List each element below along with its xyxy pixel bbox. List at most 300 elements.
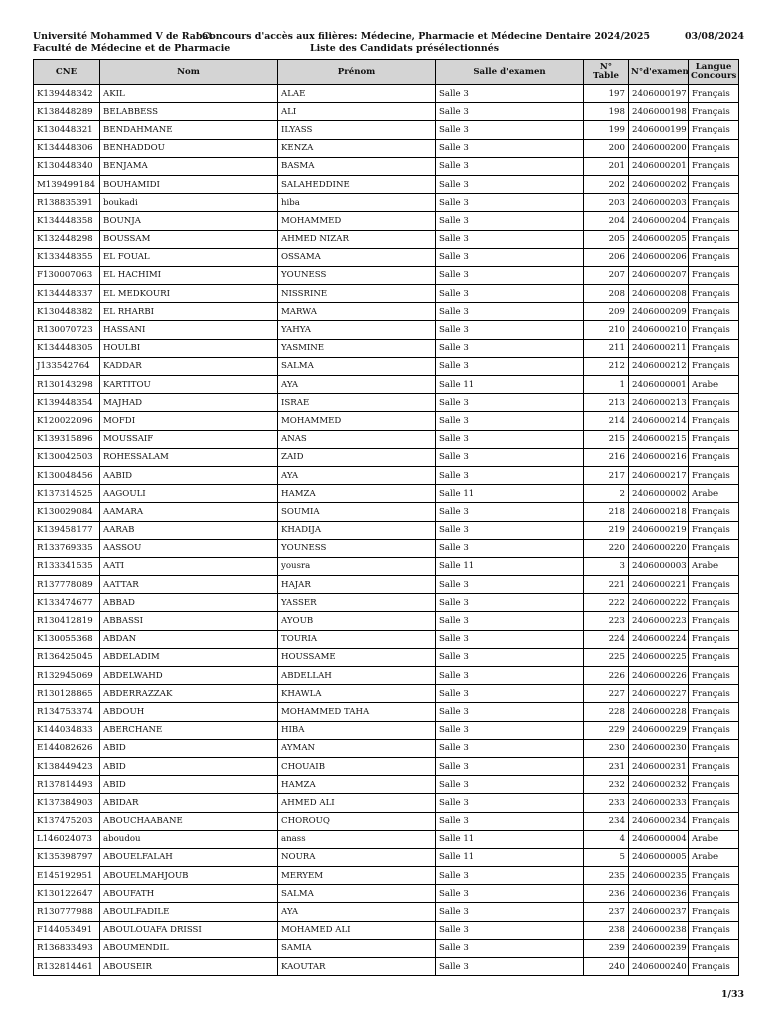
university-name: Université Mohammed V de Rabat <box>33 31 213 42</box>
cell-nom: ABOULOUAFA DRISSI <box>100 921 278 939</box>
cell-salle: Salle 3 <box>436 285 584 303</box>
cell-cne: K130448340 <box>34 157 100 175</box>
cell-langue: Français <box>689 667 739 685</box>
cell-langue: Français <box>689 594 739 612</box>
cell-examen: 2406000221 <box>629 576 689 594</box>
cell-salle: Salle 11 <box>436 557 584 575</box>
cell-table: 208 <box>584 285 629 303</box>
cell-nom: AAMARA <box>100 503 278 521</box>
cell-cne: R132945069 <box>34 667 100 685</box>
table-row <box>34 812 739 830</box>
table-row <box>34 594 739 612</box>
cell-examen: 2406000001 <box>629 376 689 394</box>
cell-salle: Salle 3 <box>436 448 584 466</box>
institution-header <box>33 31 230 55</box>
cell-cne: K135398797 <box>34 848 100 866</box>
cell-examen: 2406000201 <box>629 157 689 175</box>
table-row <box>34 85 739 103</box>
cell-langue: Français <box>689 885 739 903</box>
cell-prenom: YOUNESS <box>278 266 436 284</box>
cell-prenom: SALAHEDDINE <box>278 175 436 193</box>
cell-table: 5 <box>584 848 629 866</box>
cell-prenom: AYA <box>278 376 436 394</box>
table-row <box>34 939 739 957</box>
table-row <box>34 266 739 284</box>
cell-examen: 2406000208 <box>629 285 689 303</box>
table-row <box>34 466 739 484</box>
cell-prenom: OSSAMA <box>278 248 436 266</box>
cell-nom: aboudou <box>100 830 278 848</box>
table-row <box>34 612 739 630</box>
table-row <box>34 503 739 521</box>
cell-nom: AKIL <box>100 85 278 103</box>
cell-nom: ABERCHANE <box>100 721 278 739</box>
cell-cne: R130412819 <box>34 612 100 630</box>
cell-examen: 2406000206 <box>629 248 689 266</box>
cell-prenom: AYA <box>278 466 436 484</box>
cell-examen: 2406000002 <box>629 485 689 503</box>
cell-table: 221 <box>584 576 629 594</box>
cell-table: 223 <box>584 612 629 630</box>
cell-langue: Arabe <box>689 376 739 394</box>
cell-table: 206 <box>584 248 629 266</box>
cell-cne: R130070723 <box>34 321 100 339</box>
document-title <box>202 31 650 55</box>
cell-salle: Salle 3 <box>436 867 584 885</box>
cell-prenom: AHMED ALI <box>278 794 436 812</box>
table-row <box>34 139 739 157</box>
cell-prenom: HAMZA <box>278 776 436 794</box>
cell-examen: 2406000224 <box>629 630 689 648</box>
cell-salle: Salle 3 <box>436 539 584 557</box>
cell-nom: boukadi <box>100 194 278 212</box>
cell-nom: HOULBI <box>100 339 278 357</box>
document-date: 03/08/2024 <box>684 31 744 42</box>
cell-table: 204 <box>584 212 629 230</box>
cell-salle: Salle 3 <box>436 812 584 830</box>
cell-nom: ABOUMENDIL <box>100 939 278 957</box>
cell-nom: EL HACHIMI <box>100 266 278 284</box>
cell-prenom: SALMA <box>278 357 436 375</box>
cell-salle: Salle 3 <box>436 939 584 957</box>
cell-nom: ABIDAR <box>100 794 278 812</box>
cell-cne: K134448358 <box>34 212 100 230</box>
cell-examen: 2406000234 <box>629 812 689 830</box>
cell-langue: Français <box>689 794 739 812</box>
cell-langue: Français <box>689 248 739 266</box>
cell-prenom: HIBA <box>278 721 436 739</box>
table-row <box>34 321 739 339</box>
cell-table: 220 <box>584 539 629 557</box>
cell-salle: Salle 3 <box>436 139 584 157</box>
cell-prenom: ALI <box>278 103 436 121</box>
cell-salle: Salle 3 <box>436 303 584 321</box>
table-row <box>34 212 739 230</box>
cell-examen: 2406000239 <box>629 939 689 957</box>
column-header-examen: N°d'examen <box>629 60 689 85</box>
cell-table: 231 <box>584 757 629 775</box>
cell-cne: K134448306 <box>34 139 100 157</box>
cell-table: 226 <box>584 667 629 685</box>
cell-langue: Français <box>689 958 739 976</box>
cell-langue: Français <box>689 939 739 957</box>
cell-salle: Salle 3 <box>436 412 584 430</box>
cell-nom: BENDAHMANE <box>100 121 278 139</box>
cell-cne: K134448337 <box>34 285 100 303</box>
cell-langue: Français <box>689 903 739 921</box>
table-row <box>34 667 739 685</box>
table-row <box>34 485 739 503</box>
table-row <box>34 958 739 976</box>
cell-salle: Salle 3 <box>436 885 584 903</box>
cell-table: 202 <box>584 175 629 193</box>
table-row <box>34 248 739 266</box>
cell-prenom: TOURIA <box>278 630 436 648</box>
table-row <box>34 776 739 794</box>
cell-examen: 2406000211 <box>629 339 689 357</box>
cell-table: 234 <box>584 812 629 830</box>
cell-examen: 2406000204 <box>629 212 689 230</box>
cell-nom: ABOUFATH <box>100 885 278 903</box>
cell-langue: Français <box>689 212 739 230</box>
cell-prenom: AYMAN <box>278 739 436 757</box>
cell-cne: R130143298 <box>34 376 100 394</box>
cell-cne: F144053491 <box>34 921 100 939</box>
cell-prenom: YASMINE <box>278 339 436 357</box>
cell-salle: Salle 3 <box>436 357 584 375</box>
table-row <box>34 830 739 848</box>
cell-langue: Français <box>689 357 739 375</box>
cell-prenom: hiba <box>278 194 436 212</box>
cell-table: 203 <box>584 194 629 212</box>
cell-examen: 2406000216 <box>629 448 689 466</box>
table-row <box>34 103 739 121</box>
cell-langue: Français <box>689 230 739 248</box>
cell-table: 3 <box>584 557 629 575</box>
cell-table: 239 <box>584 939 629 957</box>
column-header-prenom: Prénom <box>278 60 436 85</box>
cell-langue: Français <box>689 139 739 157</box>
cell-salle: Salle 11 <box>436 376 584 394</box>
cell-table: 214 <box>584 412 629 430</box>
cell-examen: 2406000199 <box>629 121 689 139</box>
cell-examen: 2406000236 <box>629 885 689 903</box>
cell-cne: K134448305 <box>34 339 100 357</box>
table-row <box>34 557 739 575</box>
cell-salle: Salle 3 <box>436 103 584 121</box>
cell-cne: K133474677 <box>34 594 100 612</box>
cell-nom: BOUSSAM <box>100 230 278 248</box>
cell-salle: Salle 3 <box>436 794 584 812</box>
cell-cne: R138835391 <box>34 194 100 212</box>
cell-langue: Français <box>689 685 739 703</box>
cell-table: 213 <box>584 394 629 412</box>
table-row <box>34 376 739 394</box>
cell-salle: Salle 11 <box>436 485 584 503</box>
cell-table: 228 <box>584 703 629 721</box>
cell-prenom: SALMA <box>278 885 436 903</box>
cell-cne: R130128865 <box>34 685 100 703</box>
cell-prenom: YASSER <box>278 594 436 612</box>
table-row <box>34 303 739 321</box>
cell-nom: BENJAMA <box>100 157 278 175</box>
cell-cne: K137314525 <box>34 485 100 503</box>
cell-salle: Salle 3 <box>436 194 584 212</box>
table-row <box>34 339 739 357</box>
cell-examen: 2406000229 <box>629 721 689 739</box>
table-row <box>34 648 739 666</box>
cell-cne: K130048456 <box>34 466 100 484</box>
cell-examen: 2406000218 <box>629 503 689 521</box>
cell-langue: Français <box>689 266 739 284</box>
cell-cne: L146024073 <box>34 830 100 848</box>
cell-salle: Salle 3 <box>436 703 584 721</box>
cell-prenom: BASMA <box>278 157 436 175</box>
cell-cne: R130777988 <box>34 903 100 921</box>
cell-salle: Salle 3 <box>436 921 584 939</box>
cell-examen: 2406000200 <box>629 139 689 157</box>
cell-langue: Français <box>689 812 739 830</box>
cell-nom: MAJHAD <box>100 394 278 412</box>
cell-nom: ABBAD <box>100 594 278 612</box>
column-header-langue: Langue Concours <box>689 60 739 85</box>
cell-salle: Salle 3 <box>436 121 584 139</box>
cell-langue: Arabe <box>689 557 739 575</box>
cell-prenom: yousra <box>278 557 436 575</box>
table-row <box>34 521 739 539</box>
column-header-salle: Salle d'examen <box>436 60 584 85</box>
cell-langue: Arabe <box>689 830 739 848</box>
cell-prenom: MERYEM <box>278 867 436 885</box>
cell-prenom: ANAS <box>278 430 436 448</box>
table-row <box>34 848 739 866</box>
cell-salle: Salle 3 <box>436 339 584 357</box>
cell-cne: R136425045 <box>34 648 100 666</box>
cell-table: 224 <box>584 630 629 648</box>
cell-examen: 2406000225 <box>629 648 689 666</box>
cell-prenom: YAHYA <box>278 321 436 339</box>
cell-nom: ABDOUH <box>100 703 278 721</box>
cell-examen: 2406000223 <box>629 612 689 630</box>
cell-langue: Français <box>689 612 739 630</box>
cell-prenom: AHMED NIZAR <box>278 230 436 248</box>
table-row <box>34 194 739 212</box>
cell-cne: K139448342 <box>34 85 100 103</box>
cell-prenom: NISSRINE <box>278 285 436 303</box>
cell-cne: K138448289 <box>34 103 100 121</box>
cell-examen: 2406000220 <box>629 539 689 557</box>
cell-nom: ABOUCHAABANE <box>100 812 278 830</box>
cell-table: 229 <box>584 721 629 739</box>
cell-salle: Salle 11 <box>436 848 584 866</box>
cell-nom: HASSANI <box>100 321 278 339</box>
cell-cne: M139499184 <box>34 175 100 193</box>
cell-table: 218 <box>584 503 629 521</box>
cell-prenom: ILYASS <box>278 121 436 139</box>
cell-salle: Salle 3 <box>436 157 584 175</box>
cell-langue: Français <box>689 339 739 357</box>
cell-prenom: MOHAMMED TAHA <box>278 703 436 721</box>
cell-prenom: CHOUAIB <box>278 757 436 775</box>
cell-cne: J133542764 <box>34 357 100 375</box>
cell-nom: ABDELWAHD <box>100 667 278 685</box>
cell-langue: Français <box>689 739 739 757</box>
cell-salle: Salle 3 <box>436 685 584 703</box>
cell-nom: AAGOULI <box>100 485 278 503</box>
contest-title: Concours d'accès aux filières: Médecine, Pharmacie et Médecine Dentaire 2024/2025 <box>202 31 650 42</box>
cell-salle: Salle 3 <box>436 521 584 539</box>
cell-prenom: HOUSSAME <box>278 648 436 666</box>
table-row <box>34 448 739 466</box>
cell-langue: Français <box>689 430 739 448</box>
cell-salle: Salle 3 <box>436 321 584 339</box>
table-row <box>34 721 739 739</box>
cell-examen: 2406000228 <box>629 703 689 721</box>
cell-cne: F130007063 <box>34 266 100 284</box>
cell-cne: K130448321 <box>34 121 100 139</box>
cell-examen: 2406000210 <box>629 321 689 339</box>
cell-examen: 2406000219 <box>629 521 689 539</box>
cell-cne: K138449423 <box>34 757 100 775</box>
cell-langue: Français <box>689 303 739 321</box>
cell-salle: Salle 3 <box>436 230 584 248</box>
cell-examen: 2406000233 <box>629 794 689 812</box>
cell-examen: 2406000005 <box>629 848 689 866</box>
cell-prenom: KHADIJA <box>278 521 436 539</box>
cell-prenom: KHAWLA <box>278 685 436 703</box>
cell-examen: 2406000235 <box>629 867 689 885</box>
table-row <box>34 576 739 594</box>
cell-table: 222 <box>584 594 629 612</box>
cell-nom: EL MEDKOURI <box>100 285 278 303</box>
cell-salle: Salle 3 <box>436 648 584 666</box>
cell-salle: Salle 3 <box>436 667 584 685</box>
cell-langue: Français <box>689 703 739 721</box>
cell-langue: Français <box>689 921 739 939</box>
cell-table: 199 <box>584 121 629 139</box>
table-body <box>34 85 739 976</box>
cell-examen: 2406000226 <box>629 667 689 685</box>
candidates-table <box>33 59 739 976</box>
column-header-table: N° Table <box>584 60 629 85</box>
cell-prenom: ISRAE <box>278 394 436 412</box>
cell-prenom: YOUNESS <box>278 539 436 557</box>
cell-table: 233 <box>584 794 629 812</box>
cell-prenom: HAMZA <box>278 485 436 503</box>
cell-cne: K130042503 <box>34 448 100 466</box>
cell-cne: R137814493 <box>34 776 100 794</box>
cell-langue: Français <box>689 466 739 484</box>
cell-langue: Français <box>689 776 739 794</box>
cell-langue: Français <box>689 539 739 557</box>
cell-nom: ABOUELMAHJOUB <box>100 867 278 885</box>
cell-langue: Français <box>689 157 739 175</box>
table-row <box>34 739 739 757</box>
cell-salle: Salle 3 <box>436 721 584 739</box>
table-row <box>34 903 739 921</box>
cell-langue: Français <box>689 321 739 339</box>
cell-examen: 2406000222 <box>629 594 689 612</box>
cell-salle: Salle 3 <box>436 757 584 775</box>
table-row <box>34 921 739 939</box>
cell-cne: K137475203 <box>34 812 100 830</box>
table-row <box>34 867 739 885</box>
cell-langue: Français <box>689 630 739 648</box>
cell-nom: MOUSSAIF <box>100 430 278 448</box>
cell-cne: E145192951 <box>34 867 100 885</box>
table-row <box>34 885 739 903</box>
cell-salle: Salle 3 <box>436 175 584 193</box>
cell-table: 215 <box>584 430 629 448</box>
cell-salle: Salle 3 <box>436 266 584 284</box>
cell-nom: AASSOU <box>100 539 278 557</box>
cell-salle: Salle 3 <box>436 394 584 412</box>
cell-examen: 2406000004 <box>629 830 689 848</box>
cell-examen: 2406000238 <box>629 921 689 939</box>
cell-langue: Arabe <box>689 485 739 503</box>
cell-cne: K137384903 <box>34 794 100 812</box>
cell-table: 236 <box>584 885 629 903</box>
cell-salle: Salle 3 <box>436 630 584 648</box>
cell-table: 225 <box>584 648 629 666</box>
cell-cne: K139315896 <box>34 430 100 448</box>
cell-table: 197 <box>584 85 629 103</box>
cell-cne: R132814461 <box>34 958 100 976</box>
cell-examen: 2406000230 <box>629 739 689 757</box>
cell-table: 227 <box>584 685 629 703</box>
cell-nom: ABDERRAZZAK <box>100 685 278 703</box>
cell-examen: 2406000217 <box>629 466 689 484</box>
cell-langue: Français <box>689 576 739 594</box>
cell-langue: Français <box>689 194 739 212</box>
cell-prenom: NOURA <box>278 848 436 866</box>
cell-cne: R134753374 <box>34 703 100 721</box>
cell-langue: Français <box>689 867 739 885</box>
page-number: 1/33 <box>721 989 744 1000</box>
list-title: Liste des Candidats présélectionnés <box>310 43 499 54</box>
cell-langue: Français <box>689 103 739 121</box>
cell-langue: Français <box>689 412 739 430</box>
cell-prenom: HAJAR <box>278 576 436 594</box>
cell-table: 207 <box>584 266 629 284</box>
cell-examen: 2406000209 <box>629 303 689 321</box>
cell-salle: Salle 3 <box>436 903 584 921</box>
cell-nom: ABID <box>100 739 278 757</box>
cell-langue: Français <box>689 648 739 666</box>
table-row <box>34 157 739 175</box>
cell-cne: R137778089 <box>34 576 100 594</box>
table-row <box>34 285 739 303</box>
cell-examen: 2406000207 <box>629 266 689 284</box>
cell-cne: R133341535 <box>34 557 100 575</box>
cell-table: 1 <box>584 376 629 394</box>
cell-nom: BELABBESS <box>100 103 278 121</box>
cell-salle: Salle 11 <box>436 830 584 848</box>
cell-nom: MOFDI <box>100 412 278 430</box>
cell-nom: ABDAN <box>100 630 278 648</box>
cell-langue: Français <box>689 503 739 521</box>
cell-examen: 2406000214 <box>629 412 689 430</box>
cell-prenom: AYOUB <box>278 612 436 630</box>
cell-prenom: SAMIA <box>278 939 436 957</box>
cell-nom: AARAB <box>100 521 278 539</box>
cell-nom: ABBASSI <box>100 612 278 630</box>
cell-salle: Salle 3 <box>436 248 584 266</box>
cell-examen: 2406000205 <box>629 230 689 248</box>
cell-cne: K139448354 <box>34 394 100 412</box>
cell-nom: KADDAR <box>100 357 278 375</box>
cell-cne: K133448355 <box>34 248 100 266</box>
